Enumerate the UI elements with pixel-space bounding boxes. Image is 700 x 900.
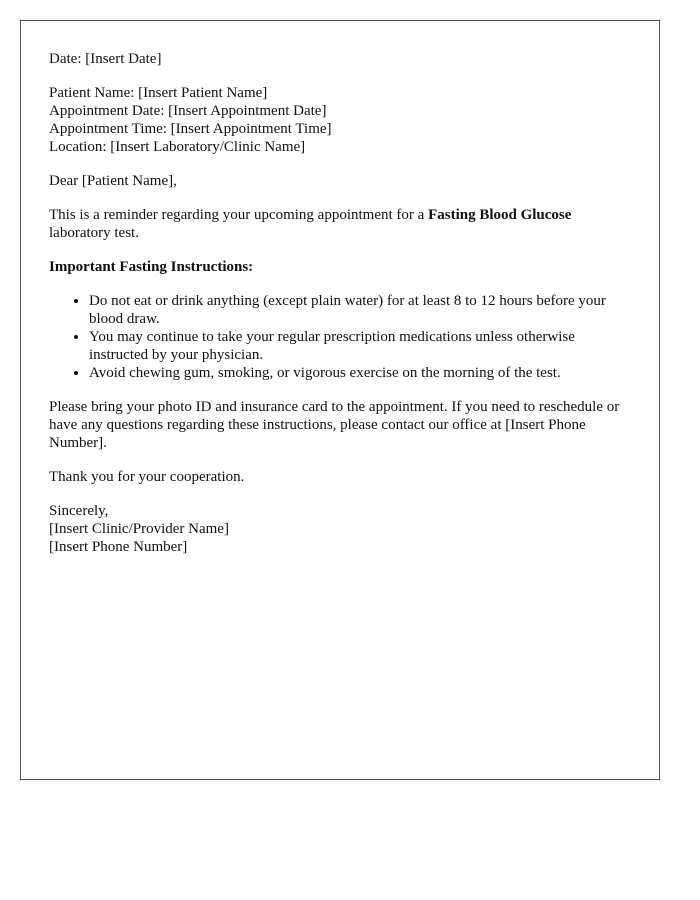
salutation: Dear [Patient Name],	[49, 173, 177, 189]
bring-id-paragraph: Please bring your photo ID and insurance card to the appointment. If you need to reschedule or have any questions regarding these instructions, please contact our office at [Insert Phone Number].	[49, 399, 620, 451]
patient-name-line: Patient Name: [Insert Patient Name]	[49, 85, 268, 101]
closing-block	[49, 502, 631, 556]
thank-you-line: Thank you for your cooperation.	[49, 469, 245, 485]
instructions-list	[49, 292, 631, 382]
letter-document	[20, 20, 660, 780]
date-text: Date: [Insert Date]	[49, 51, 162, 67]
date-line	[49, 50, 631, 68]
appointment-date-line: Appointment Date: [Insert Appointment Date]	[49, 103, 327, 119]
appointment-details	[49, 84, 631, 156]
test-name: Fasting Blood Glucose	[428, 207, 572, 223]
provider-phone: [Insert Phone Number]	[49, 539, 188, 555]
instruction-item: • Do not eat or drink anything (except plain water) for at least 8 to 12 hours before your blood draw.	[89, 292, 631, 328]
instructions-heading: Important Fasting Instructions:	[49, 259, 254, 275]
provider-name: [Insert Clinic/Provider Name]	[49, 521, 229, 537]
sign-off: Sincerely,	[49, 503, 109, 519]
instruction-item: • Avoid chewing gum, smoking, or vigorous exercise on the morning of the test.	[89, 364, 631, 382]
location-line: Location: [Insert Laboratory/Clinic Name]	[49, 139, 306, 155]
instruction-item: • You may continue to take your regular prescription medications unless otherwise instructed by your physician.	[89, 328, 631, 364]
intro-text-after: laboratory test.	[49, 225, 139, 241]
intro-text-before: This is a reminder regarding your upcoming appointment for a	[49, 207, 429, 223]
appointment-time-line: Appointment Time: [Insert Appointment Time]	[49, 121, 332, 137]
intro-paragraph	[49, 206, 631, 242]
